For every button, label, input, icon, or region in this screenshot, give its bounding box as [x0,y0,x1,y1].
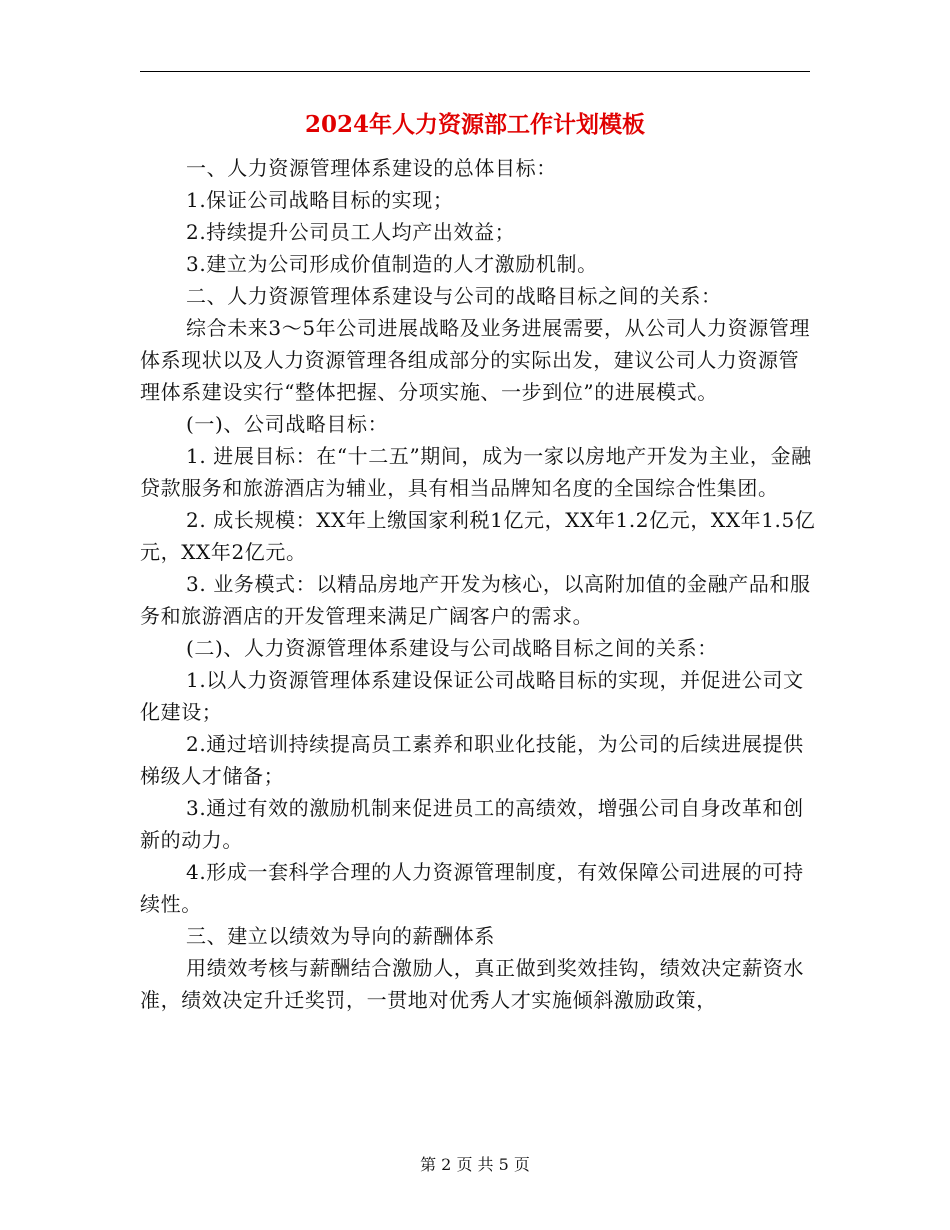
list-item: 2.持续提升公司员工人均产出效益； [186,220,516,244]
page-title: 2024年人力资源部工作计划模板 [304,111,645,138]
body-paragraph: 综合未来3～5年公司进展战略及业务进展需要，从公司人力资源管理体系现状以及人力资源管理各组成部分的实际出发，建议公司人力资源管理体系建设实行“整体把握、分项实施、一步到位”的进展模式。 [140,316,811,404]
list-item: 2. 成长规模：XX年上缴国家利税1亿元，XX年1.2亿元，XX年1.5亿元，XX年2亿元。 [140,508,816,564]
list-item: 1.保证公司战略目标的实现； [186,188,454,212]
section-heading-3: 三、建立以绩效为导向的薪酬体系 [186,924,495,948]
document-body [140,152,816,1016]
list-item: 2.通过培训持续提高员工素养和职业化技能，为公司的后续进展提供梯级人才储备； [140,732,804,788]
list-item: 3.建立为公司形成价值制造的人才激励机制。 [186,252,598,276]
list-item: 1. 进展目标：在“十二五”期间，成为一家以房地产开发为主业，金融贷款服务和旅游酒店为辅业，具有相当品牌知名度的全国综合性集团。 [140,444,812,500]
header-rule [140,71,810,72]
list-item: 3.通过有效的激励机制来促进员工的高绩效，增强公司自身改革和创新的动力。 [140,796,804,852]
list-item: 1.以人力资源管理体系建设保证公司战略目标的实现，并促进公司文化建设； [140,668,804,724]
list-item: 3. 业务模式：以精品房地产开发为核心，以高附加值的金融产品和服务和旅游酒店的开发管理来满足广阔客户的需求。 [140,572,811,628]
section-heading-1: 一、人力资源管理体系建设的总体目标： [186,156,557,180]
section-heading-2: 二、人力资源管理体系建设与公司的战略目标之间的关系： [186,284,722,308]
subsection-heading-2: (二)、人力资源管理体系建设与公司战略目标之间的关系： [186,636,718,660]
list-item: 4.形成一套科学合理的人力资源管理制度，有效保障公司进展的可持续性。 [140,860,804,916]
body-paragraph: 用绩效考核与薪酬结合激励人，真正做到奖效挂钩，绩效决定薪资水准，绩效决定升迁奖罚，一贯地对优秀人才实施倾斜激励政策， [140,956,804,1012]
subsection-heading-1: (一)、公司战略目标： [186,412,389,436]
page-number: 第 2 页 共 5 页 [420,1155,530,1174]
